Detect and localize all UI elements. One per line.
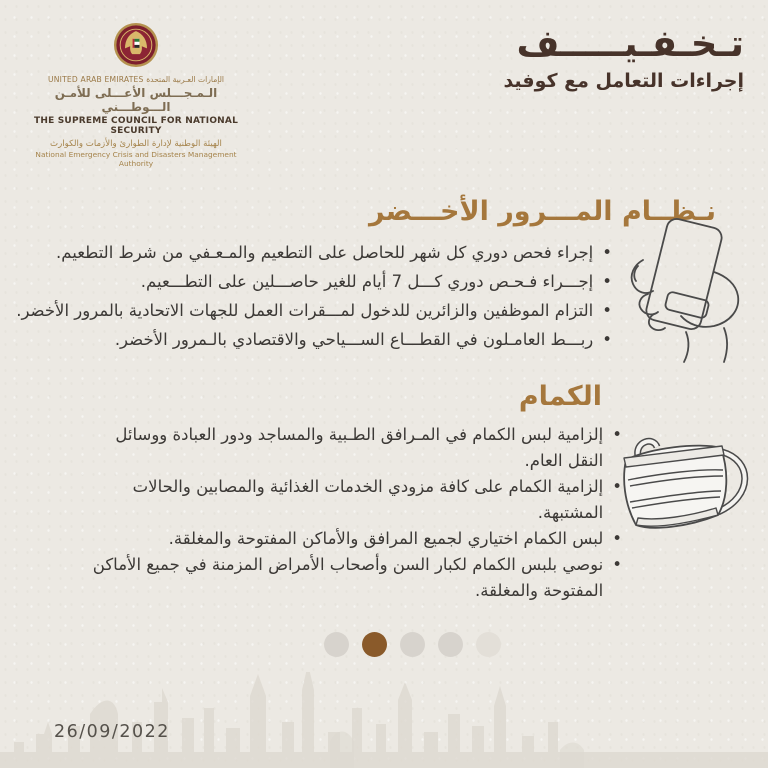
bullet-text: إلزامية لبس الكمام في المـرافق الطـبية والمساجد ودور العبادة ووسائل النقل العام. xyxy=(115,425,604,470)
page-title: تـخـفـيـــــف xyxy=(516,22,744,65)
city-skyline-silhouette xyxy=(0,672,768,768)
carousel-dot-5[interactable] xyxy=(476,632,501,657)
hand-holding-phone-illustration xyxy=(606,210,762,366)
bullet-icon: • xyxy=(602,243,612,262)
bullet-text: إلزامية الكمام على كافة مزودي الخدمات الغذائية والمصابين والحالات المشتبهة. xyxy=(132,477,604,522)
page-header xyxy=(503,24,744,92)
bullet-text: ربـــط العامـلون في القطـــاع الســـياحي والاقتصادي بالـمرور الأخضر. xyxy=(114,330,594,349)
carousel-dot-4[interactable] xyxy=(438,632,463,657)
page-subtitle: إجراءات التعامل مع كوفيد xyxy=(503,69,744,92)
bullet-icon: • xyxy=(612,529,622,548)
carousel-dot-3[interactable] xyxy=(400,632,425,657)
logo-country-name: UNITED ARAB EMIRATES الإمارات العـربية المتحدة xyxy=(47,75,225,84)
mask-bullet-list xyxy=(85,422,622,604)
list-item xyxy=(16,267,612,296)
section-title-green-pass: نـظــام المـــرور الأخـــضر xyxy=(368,196,716,227)
list-item xyxy=(16,296,612,325)
green-pass-bullet-list xyxy=(16,238,612,354)
carousel-dots xyxy=(324,632,501,657)
logo-council-name-english: THE SUPREME COUNCIL FOR NATIONAL SECURITY xyxy=(34,116,239,136)
logo-authority-name-arabic: الهيئة الوطنية لإدارة الطوارئ والأزمات والكوارث xyxy=(50,139,222,149)
bullet-text: لبس الكمام اختياري لجميع المرافق والأماكن المفتوحة والمغلقة. xyxy=(168,529,604,548)
bullet-icon: • xyxy=(602,330,612,349)
bullet-text: إجـــراء فـحـص دوري كـــل 7 أيام للغير حاصـــلين على التطـــعيم. xyxy=(140,272,594,291)
list-item xyxy=(85,474,622,526)
phone-in-hand-icon xyxy=(606,210,762,366)
logo-authority-name-english: National Emergency Crisis and Disasters Management Authority xyxy=(35,150,237,168)
list-item xyxy=(16,238,612,267)
list-item xyxy=(85,422,622,474)
bullet-icon: • xyxy=(612,477,622,496)
bullet-text: التزام الموظفين والزائرين للدخول لمـــقرات العمل للجهات الاتحادية بالمرور الأخضر. xyxy=(16,301,594,320)
list-item xyxy=(85,526,622,552)
bullet-icon: • xyxy=(602,301,612,320)
list-item xyxy=(16,325,612,354)
bullet-text: نوصي بلبس الكمام لكبار السن وأصحاب الأمراض المزمنة في جميع الأماكن المفتوحة والمغلقة. xyxy=(92,555,604,600)
uae-falcon-emblem-icon xyxy=(113,22,159,68)
logo-council-name-arabic: الـمـجـــلس الأعـــلى للأمـن الـــوطـــني xyxy=(54,86,218,114)
bullet-icon: • xyxy=(612,555,622,574)
bullet-icon: • xyxy=(612,425,622,444)
bullet-text: إجراء فحص دوري كل شهر للحاصل على التطعيم والمـعـفي من شرط التطعيم. xyxy=(56,243,594,262)
section-title-mask: الكمام xyxy=(518,381,602,412)
carousel-dot-2-active[interactable] xyxy=(362,632,387,657)
publication-date: 26/09/2022 xyxy=(54,722,170,742)
bullet-icon: • xyxy=(602,272,612,291)
list-item xyxy=(85,552,622,604)
organization-logo xyxy=(34,22,238,168)
carousel-dot-1[interactable] xyxy=(324,632,349,657)
face-mask-illustration xyxy=(608,420,758,554)
face-mask-icon xyxy=(608,420,758,554)
